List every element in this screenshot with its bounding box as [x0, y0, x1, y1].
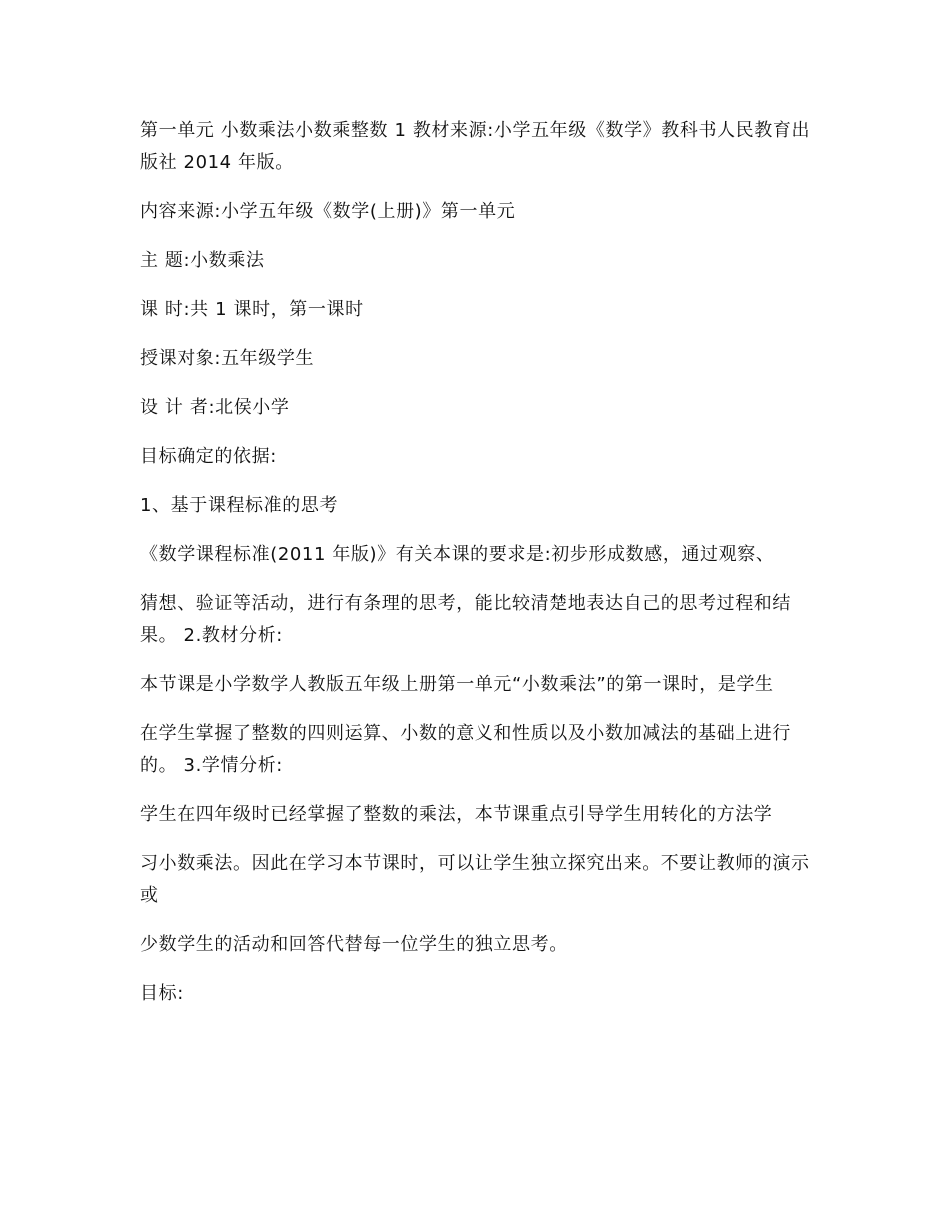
paragraph-content-source: 内容来源:小学五年级《数学(上册)》第一单元 — [140, 201, 516, 222]
paragraph-textbook-1: 本节课是小学数学人教版五年级上册第一单元“小数乘法”的第一课时，是学生 — [140, 674, 774, 695]
paragraph-class-hours: 课 时:共 1 课时，第一课时 — [140, 299, 364, 320]
paragraph-unit-title: 第一单元 小数乘法小数乘整数 1 教材来源:小学五年级《数学》教科书人民教育出版社 2014 年版。 — [140, 120, 811, 173]
paragraph-basis-heading: 目标确定的依据: — [140, 446, 277, 467]
paragraph-standard-1: 《数学课程标准(2011 年版)》有关本课的要求是:初步形成数感，通过观察、 — [140, 544, 775, 565]
paragraph-learner-1: 学生在四年级时已经掌握了整数的乘法，本节课重点引导学生用转化的方法学 — [140, 804, 773, 825]
paragraph-standard-2: 猜想、验证等活动，进行有条理的思考，能比较清楚地表达自己的思考过程和结果。 2.教材分析: — [140, 593, 791, 646]
paragraph-learner-2: 习小数乘法。因此在学习本节课时，可以让学生独立探究出来。不要让教师的演示或 — [140, 853, 810, 906]
document-body — [140, 115, 820, 1027]
paragraph-designer: 设 计 者:北侯小学 — [140, 397, 290, 418]
paragraph-textbook-2: 在学生掌握了整数的四则运算、小数的意义和性质以及小数加减法的基础上进行的。 3.学情分析: — [140, 723, 791, 776]
paragraph-standard-heading: 1、基于课程标准的思考 — [140, 495, 339, 516]
paragraph-topic: 主 题:小数乘法 — [140, 250, 265, 271]
paragraph-audience: 授课对象:五年级学生 — [140, 348, 315, 369]
paragraph-learner-3: 少数学生的活动和回答代替每一位学生的独立思考。 — [140, 934, 568, 955]
paragraph-goals-heading: 目标: — [140, 983, 184, 1004]
